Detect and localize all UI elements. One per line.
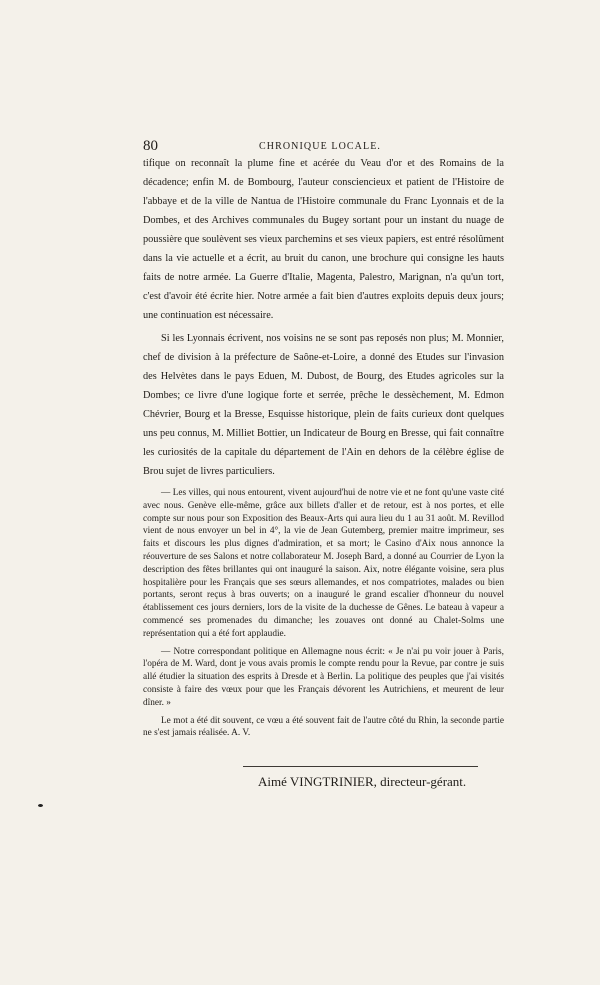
paragraph-cities: — Les villes, qui nous entourent, vivent aujourd'hui de notre vie et ne font qu'une vaste cité avec nous. Genève elle-même, grâce aux billets d'aller et de retour, est à nos portes, et elle compte sur nous pour son Exposition des Beaux-Arts qui aura lieu du 1 au 31 août. M. Revillod vient de nous envoyer un bel in 4°, la vie de Jean Gutemberg, premier maitre imprimeur, ses faits et discours les plus dignes d'admiration, et sa mort; le Casino d'Aix nous annonce la réouverture de ses Salons et notre collaborateur M. Joseph Bard, a donné au Courrier de Lyon la description des fêtes brillantes qui ont inauguré la saison. Aix, notre élégante voisine, sera plus hospitalière pour les Français que ses sœurs allemandes, et nos compatriotes, malades ou bien portants, seront reçus à bras ouverts; on a inauguré le grand escalier d'honneur du nouvel établissement ces jours derniers, lors de la visite de la duchesse de Gênes. Le bateau à vapeur a commencé ses promenades du dimanche; les zouaves ont donné au Chalet-Solms une représentation qui a été fort applaudie.: [143, 488, 504, 639]
page-number: 80: [143, 138, 158, 154]
running-title: CHRONIQUE LOCALE.: [259, 141, 382, 152]
paragraph-correspondent: — Notre correspondant politique en Allemagne nous écrit: « Je n'ai pu voir jouer à Paris, l'opéra de M. Ward, dont je vous avais promis le compte rendu pour la Revue, par contre je suis allé étudier la situation des esprits à Dresde et à Berlin. La politique des peuples que j'ai visités consiste à faire des vœux pour que les Français dévorent les Autrichiens, et meurent de leur dîner. »: [143, 646, 504, 708]
page-header: [143, 137, 465, 155]
news-section: [143, 487, 504, 740]
paragraph-lyon-authors: tifique on reconnaît la plume fine et acérée du Veau d'or et des Romains de la décadence; enfin M. de Bombourg, l'auteur consciencieux et patient de l'Histoire de l'abbaye et de la ville de Nantua de l'Histoire communale du Franc Lyonnais et de la Dombes, et des Archives communales du Bugey sortant pour un instant du nuage de poussière que soulèvent ses vieux parchemins et ses vieux papiers, est entré résolûment dans la vie actuelle et a écrit, au bruit du canon, une brochure qui consigne les hauts faits de notre armée. La Guerre d'Italie, Magenta, Palestro, Marignan, n'a qu'un tort, c'est d'avoir été écrite hier. Notre armée a fait bien d'autres exploits depuis deux jours; une continuation est nécessaire.: [143, 158, 504, 321]
body-text: [143, 154, 504, 740]
paragraph-neighbors: Si les Lyonnais écrivent, nos voisins ne se sont pas reposés non plus; M. Monnier, chef de division à la préfecture de Saône-et-Loire, a donné des Etudes sur l'invasion des Helvètes dans le pays Eduen, M. Dubost, de Bourg, des Etudes agricoles sur la Dombes; ce livre d'une logique forte et serrée, prêche le dessèchement, M. Edmon Chévrier, Bourg et la Bresse, Esquisse historique, plein de faits curieux dont quelques uns peu connus, M. Milliet Bottier, un Indicateur de Bourg en Bresse, qui fait connaître les curiosités de la capitale du département de l'Ain en dehors de la célèbre église de Brou sujet de livres particuliers.: [143, 333, 504, 477]
main-text-section: [143, 154, 504, 481]
ink-speck: [38, 804, 43, 807]
signature: Aimé VINGTRINIER, directeur-gérant.: [258, 774, 467, 789]
paragraph-closing: Le mot a été dit souvent, ce vœu a été souvent fait de l'autre côté du Rhin, la seconde partie ne s'est jamais réalisée. A. V.: [143, 715, 504, 739]
signature-rule: [243, 766, 478, 767]
